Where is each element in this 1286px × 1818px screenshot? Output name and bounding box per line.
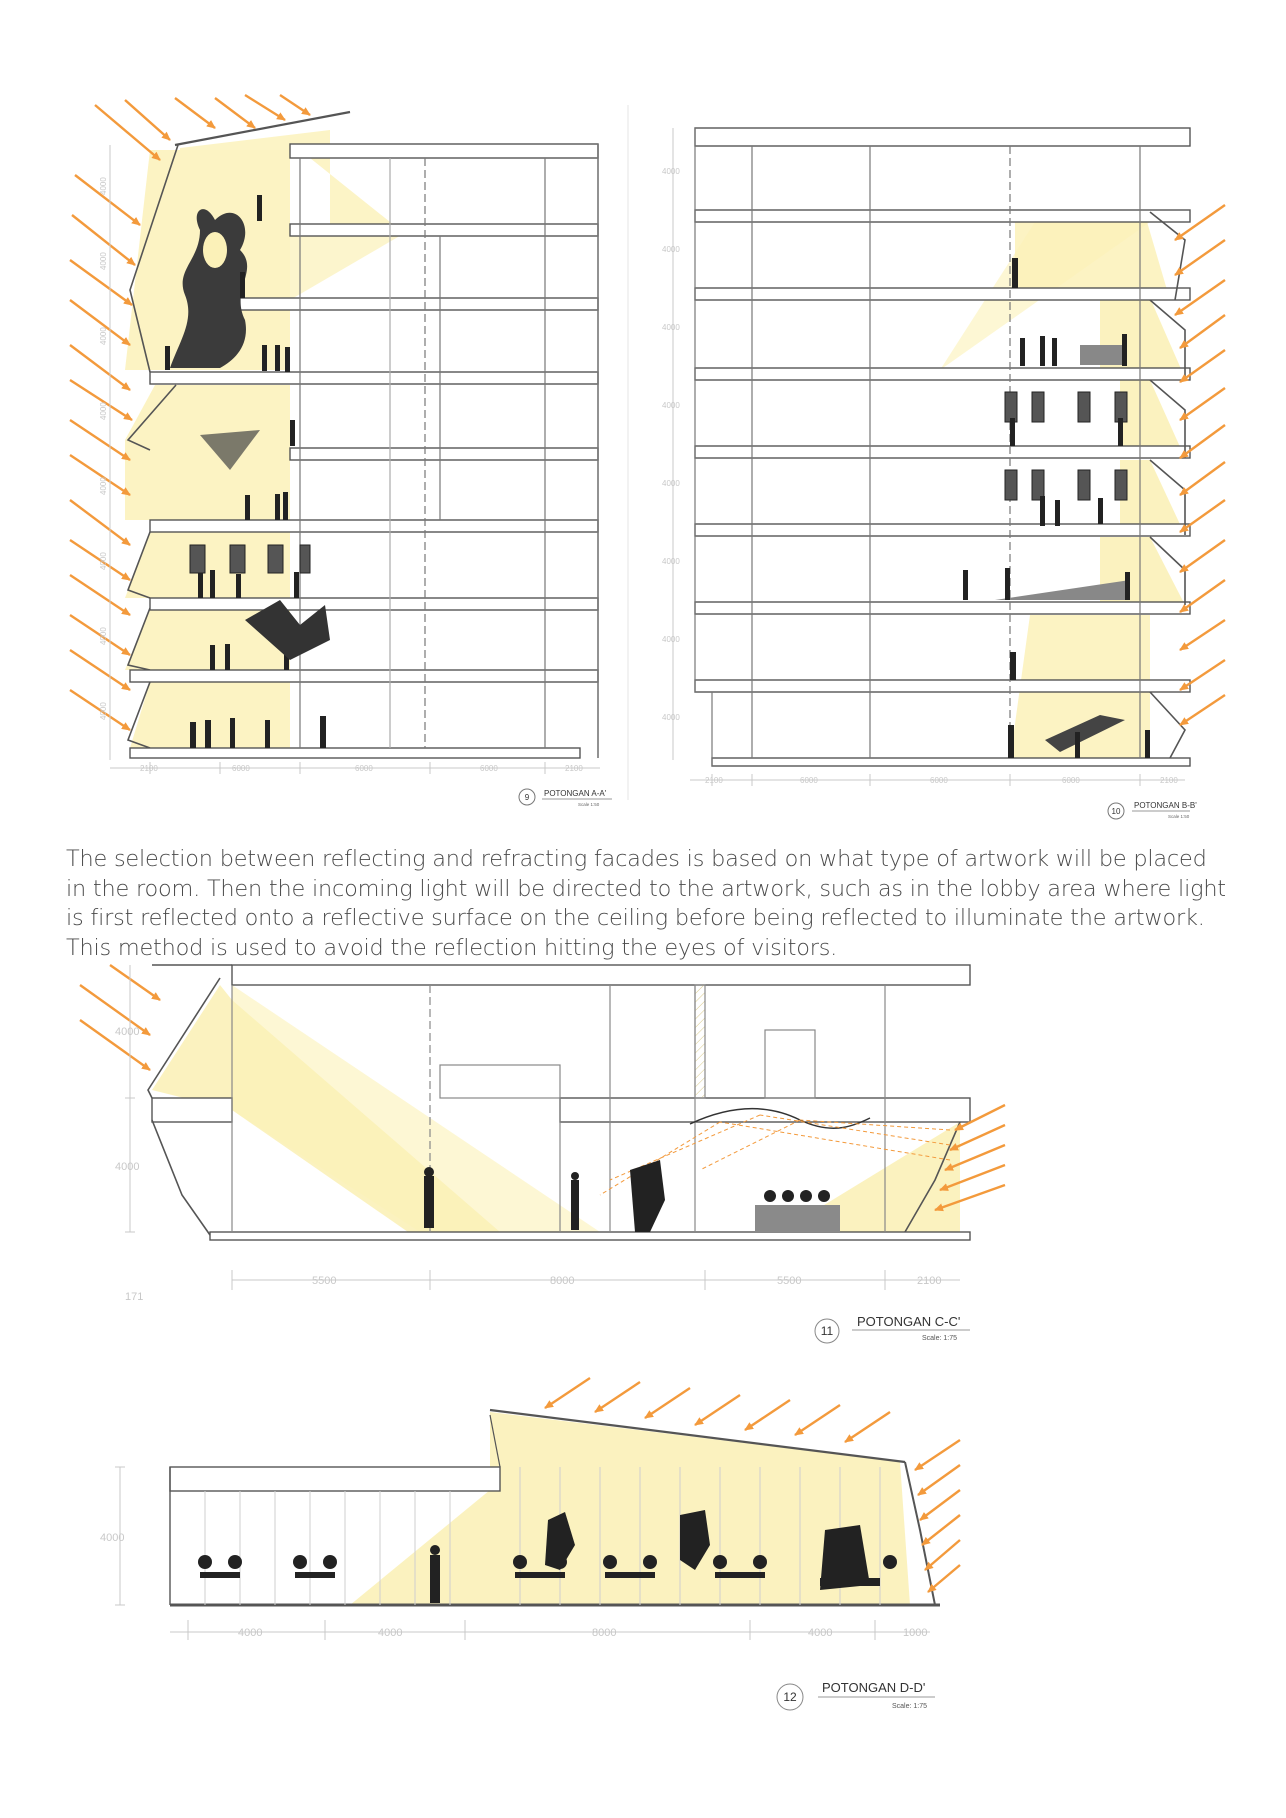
section-d-drawing	[100, 1378, 960, 1710]
section-scale: Scale 1:50	[1168, 814, 1190, 819]
light-zone	[125, 385, 290, 520]
section-title: POTONGAN A-A'	[544, 789, 607, 798]
dim-label: 2100	[917, 1275, 942, 1287]
dim-label: 5500	[312, 1275, 337, 1287]
dim-label: 4000	[662, 401, 680, 410]
section-c-drawing	[80, 965, 1005, 1343]
dim-label: 6000	[1062, 776, 1080, 785]
dim-label: 8000	[550, 1275, 575, 1287]
dim-label: 171	[125, 1291, 144, 1303]
dim-label: 6000	[930, 776, 948, 785]
dim-label: 2100	[1160, 776, 1178, 785]
description-paragraph: The selection between reflecting and refracting facades is based on what type of artwork will be placed in the room. Then the incoming light will be directed to the artwork, such as in the lobby area where light is first reflected onto a reflective surface on the ceiling before being reflected to illuminate the artwork. This method is used to avoid the reflection hitting the eyes of visitors.	[66, 846, 1226, 961]
dim-label: 4000	[378, 1627, 403, 1639]
dim-label: 4000	[662, 479, 680, 488]
dim-label: 4000	[99, 402, 108, 420]
dim-label: 2100	[705, 776, 723, 785]
dim-label: 6000	[800, 776, 818, 785]
section-scale: Scale: 1:75	[892, 1703, 928, 1710]
section-title: POTONGAN D-D'	[822, 1680, 926, 1695]
sun-rays	[1175, 205, 1225, 725]
dim-label: 4000	[662, 167, 680, 176]
light-zone	[290, 230, 410, 300]
dim-label: 4000	[115, 1026, 140, 1038]
section-title: POTONGAN C-C'	[857, 1314, 961, 1329]
section-number: 10	[1111, 807, 1121, 816]
dim-label: 4000	[99, 477, 108, 495]
section-number: 12	[783, 1690, 797, 1704]
dim-label: 4000	[662, 245, 680, 254]
dim-label: 4000	[662, 635, 680, 644]
dim-label: 4000	[99, 627, 108, 645]
dim-label: 4000	[99, 702, 108, 720]
dim-label: 4000	[99, 177, 108, 195]
dim-label: 5500	[777, 1275, 802, 1287]
facade-glass	[905, 1462, 935, 1605]
dim-label: 2100	[565, 764, 583, 773]
dim-label: 4000	[115, 1161, 140, 1173]
light-zone	[1100, 298, 1185, 378]
dim-label: 4000	[662, 323, 680, 332]
dim-label: 4000	[100, 1532, 125, 1544]
dim-label: 4000	[808, 1627, 833, 1639]
section-b-drawing	[662, 128, 1225, 819]
dim-label: 6000	[355, 764, 373, 773]
dim-label: 4000	[99, 327, 108, 345]
dim-label: 6000	[232, 764, 250, 773]
dim-label: 4000	[99, 552, 108, 570]
section-a-drawing	[70, 95, 612, 807]
light-zone	[232, 985, 600, 1232]
dim-label: 4000	[662, 713, 680, 722]
section-number: 9	[524, 793, 530, 802]
section-title: POTONGAN B-B'	[1134, 801, 1197, 810]
dim-label: 4000	[238, 1627, 263, 1639]
dim-label: 4000	[662, 557, 680, 566]
dim-label: 8000	[592, 1627, 617, 1639]
section-scale: Scale: 1:75	[922, 1335, 958, 1342]
dim-label: 1000	[903, 1627, 928, 1639]
section-scale: Scale 1:50	[578, 802, 600, 807]
dim-label: 6000	[480, 764, 498, 773]
dim-label: 4000	[99, 252, 108, 270]
light-zone	[125, 532, 290, 598]
dim-label: 2100	[140, 764, 158, 773]
section-number: 11	[820, 1324, 834, 1338]
